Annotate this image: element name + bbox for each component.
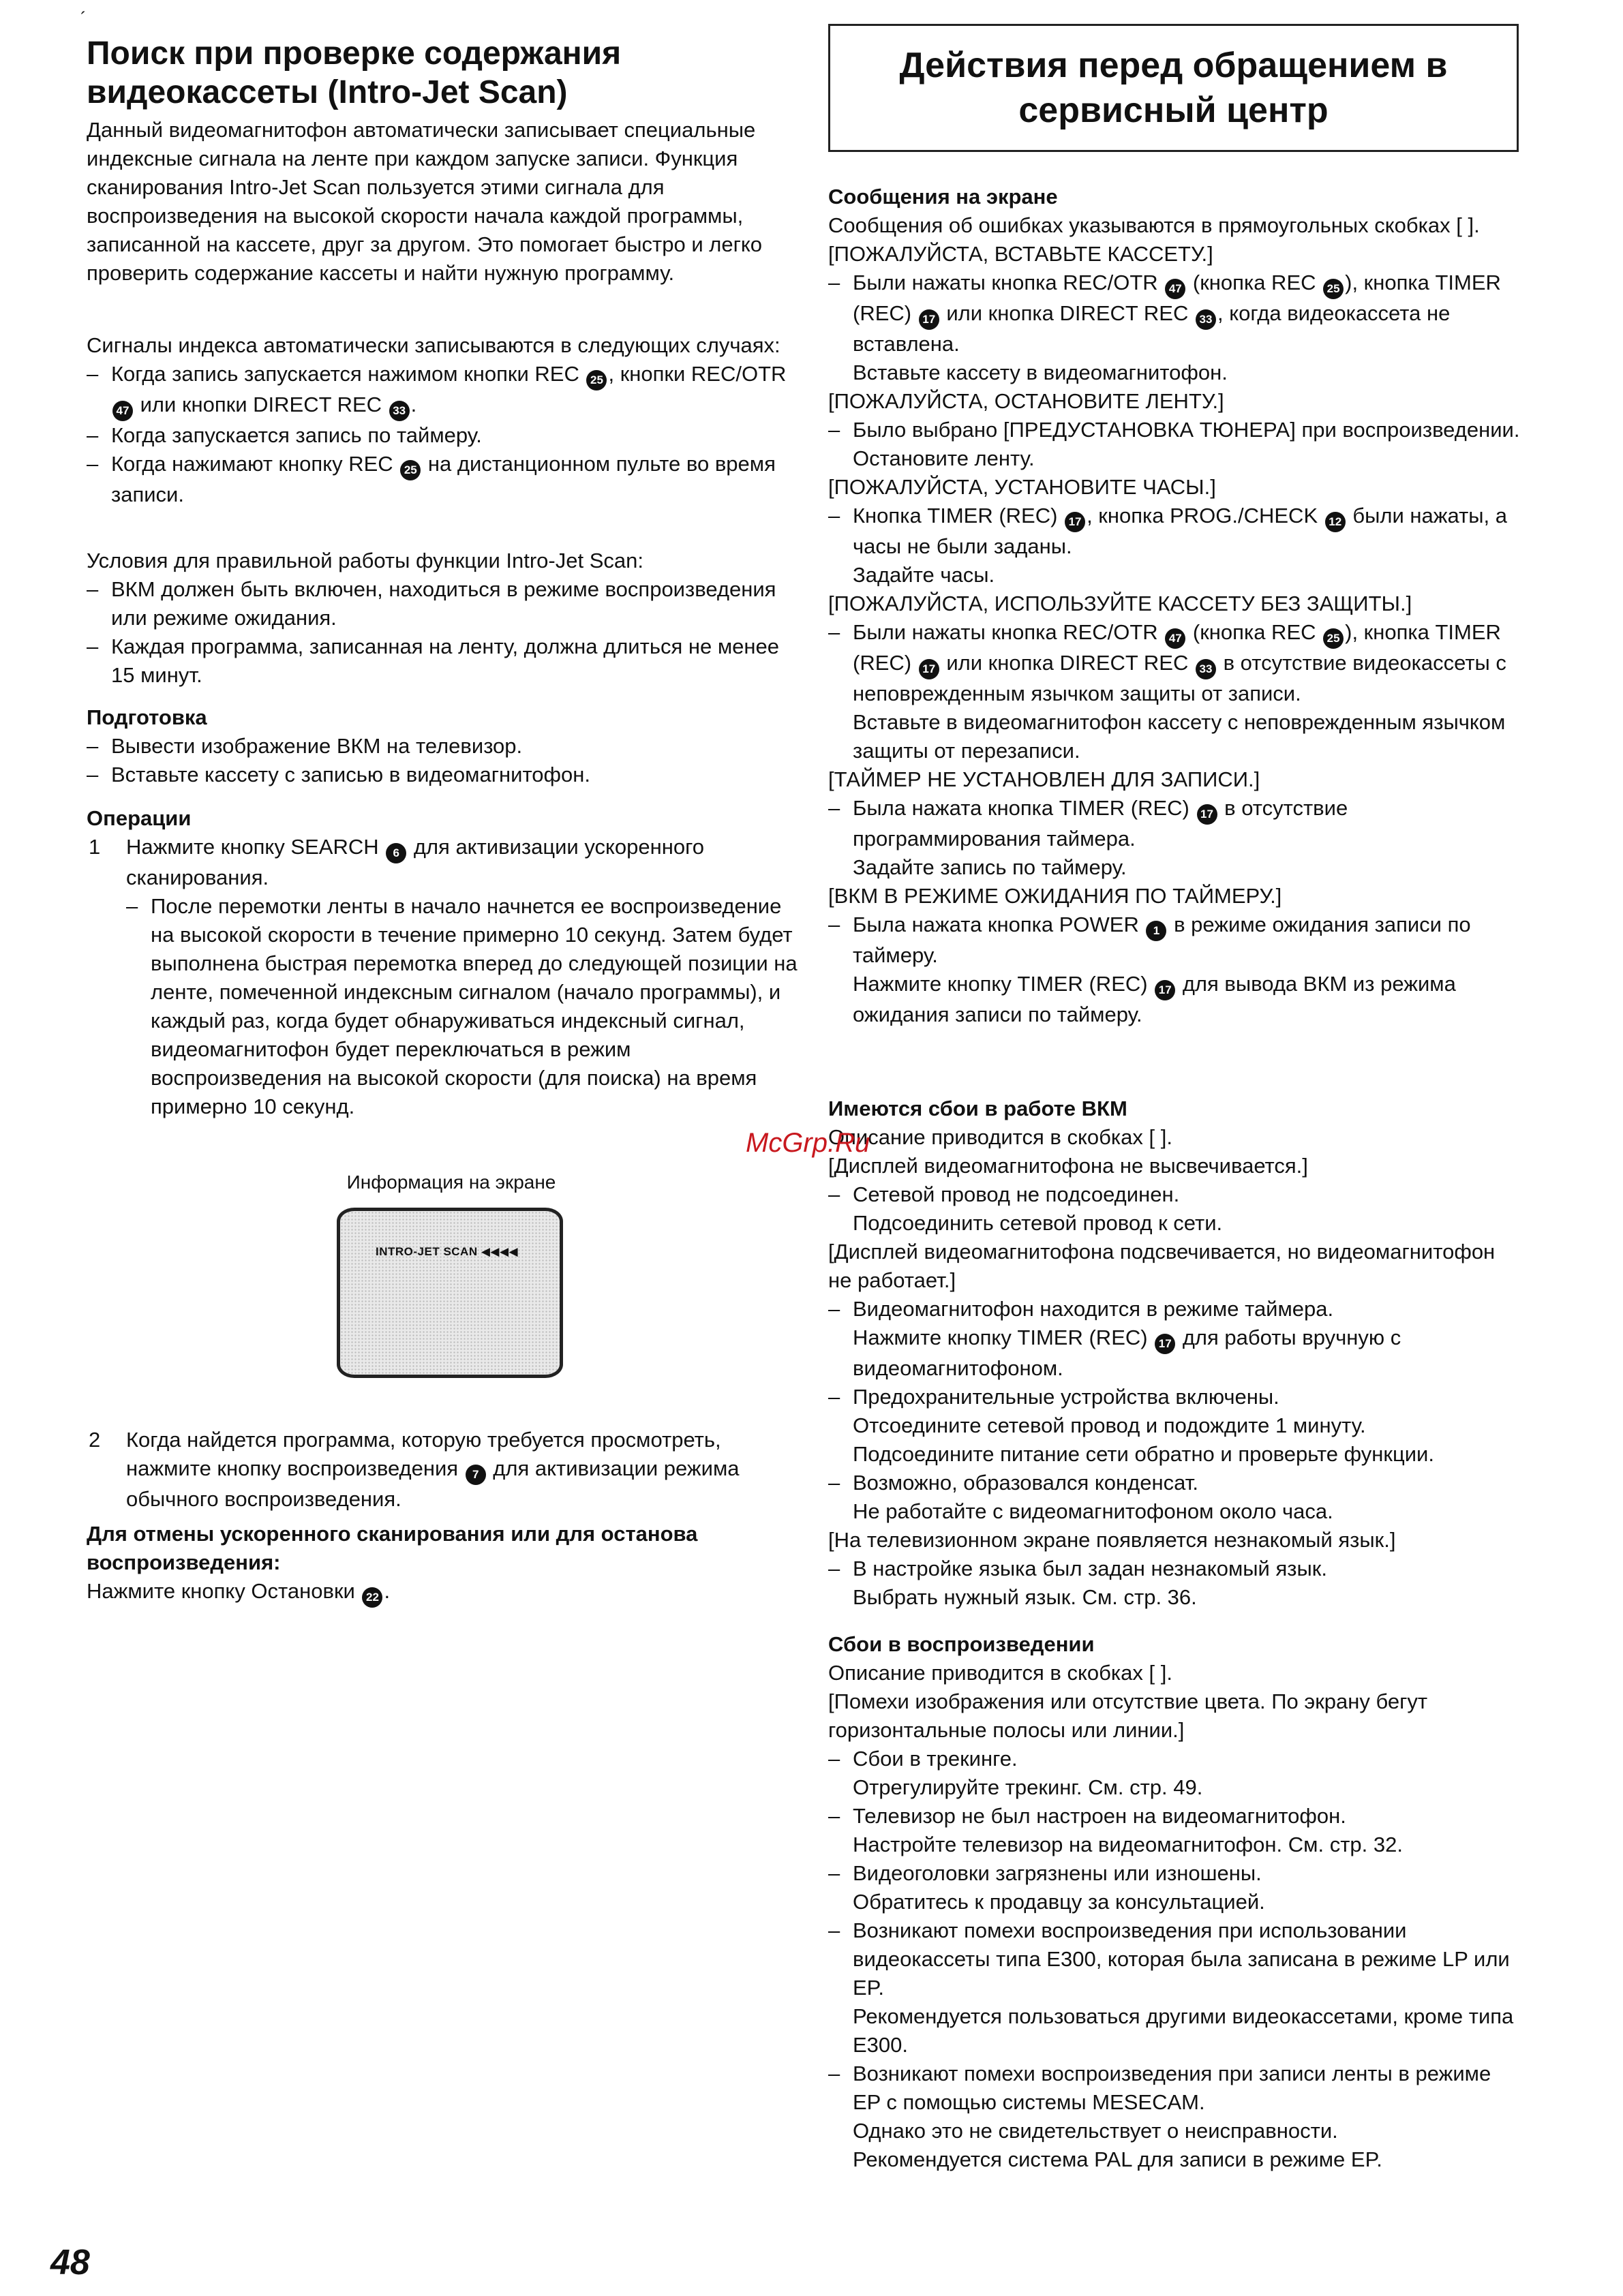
message-heading: [ВКМ В РЕЖИМЕ ОЖИДАНИЯ ПО ТАЙМЕРУ.] [828, 884, 1282, 908]
signals-intro: Сигналы индекса автоматически записываются в следующих случаях: [87, 333, 780, 357]
messages-section [828, 183, 1523, 1029]
button-ref-icon: 12 [1325, 512, 1346, 532]
screen-caption: Информация на экране [346, 1172, 556, 1193]
list-item: – Кнопка TIMER (REC) 17 , кнопка PROG./CHECK 12 были нажаты, а часы не были заданы. [828, 504, 1508, 558]
message-heading: [ТАЙМЕР НЕ УСТАНОВЛЕН ДЛЯ ЗАПИСИ.] [828, 767, 1260, 791]
power-button-ref-icon: 1 [1146, 921, 1166, 941]
list-item: – Когда нажимают кнопку REC 25 на дистанционном пульте во время записи. [87, 452, 776, 506]
remedy: Вставьте в видеомагнитофон кассету с неповрежденным язычком защиты от перезаписи. [853, 710, 1506, 763]
list-item: – Были нажаты кнопка REC/OTR 47 (кнопка REC 25 ), кнопка TIMER (REC) 17 или кнопка DIRECT REC 33 в отсутствие видеокассеты с неповрежденным язычком защиты от записи. [828, 620, 1506, 705]
playback-fault-heading: [Помехи изображения или отсутствие цвета. По экрану бегут горизонтальные полосы или линии.] [828, 1689, 1428, 1742]
playback-intro: Описание приводится в скобках [ ]. [828, 1661, 1172, 1685]
remedy: Не работайте с видеомагнитофоном около часа. [853, 1499, 1333, 1523]
button-ref-icon: 47 [1165, 279, 1185, 299]
list-item: – Телевизор не был настроен на видеомагнитофон. [828, 1804, 1346, 1828]
list-item: – Когда запускается запись по таймеру. [87, 423, 482, 447]
cancel-instruction: Нажмите кнопку Остановки 22 . [87, 1577, 800, 1608]
messages-intro: Сообщения об ошибках указываются в прямоугольных скобках [ ]. [828, 213, 1480, 237]
remedy: Рекомендуется система PAL для записи в режиме EP. [853, 2147, 1382, 2171]
list-item: – В настройке языка был задан незнакомый язык. [828, 1557, 1327, 1580]
remedy: Подсоединить сетевой провод к сети. [853, 1211, 1223, 1235]
fault-heading: [На телевизионном экране появляется незнакомый язык.] [828, 1528, 1396, 1552]
remedy: Вставьте кассету в видеомагнитофон. [853, 361, 1228, 384]
button-ref-icon: 17 [919, 659, 939, 679]
list-item: – ВКМ должен быть включен, находиться в режиме воспроизведения или режиме ожидания. [87, 577, 776, 630]
button-ref-icon: 17 [1155, 980, 1175, 1000]
list-item: – Видеомагнитофон находится в режиме таймера. [828, 1297, 1334, 1321]
fault-heading: [Дисплей видеомагнитофона не высвечивается.] [828, 1154, 1308, 1178]
operations-heading: Операции [87, 806, 192, 830]
button-ref-icon: 25 [586, 370, 607, 391]
button-ref-icon: 33 [1196, 659, 1216, 679]
conditions-intro: Условия для правильной работы функции Intro-Jet Scan: [87, 549, 643, 572]
step-2-section [87, 1426, 800, 1514]
remedy: Обратитесь к продавцу за консультацией. [853, 1890, 1265, 1914]
list-item: – Когда запись запускается нажимом кнопки REC 25 , кнопки REC/OTR 47 или кнопки DIRECT REC 33 . [87, 360, 800, 421]
fault-heading: [Дисплей видеомагнитофона подсвечивается, но видеомагнитофон не работает.] [828, 1240, 1496, 1292]
messages-heading: Сообщения на экране [828, 185, 1058, 209]
button-ref-icon: 33 [389, 401, 410, 421]
list-item: – Возникают помехи воспроизведения при использовании видеокассеты типа E300, которая была записана в режиме LP или EP. [828, 1918, 1510, 2000]
button-ref-icon: 17 [1155, 1334, 1175, 1354]
step-2: 2 Когда найдется программа, которую требуется просмотреть, нажмите кнопку воспроизведения 7 для активизации режима обычного воспроизведения. [89, 1428, 740, 1511]
faults-section [828, 1095, 1523, 1612]
right-title-box [828, 24, 1519, 152]
list-item: – Предохранительные устройства включены. [828, 1385, 1279, 1409]
remedy: Однако это не свидетельствует о неисправности. [853, 2119, 1338, 2143]
button-ref-icon: 25 [400, 460, 421, 480]
message-heading: [ПОЖАЛУЙСТА, ИСПОЛЬЗУЙТЕ КАССЕТУ БЕЗ ЗАЩИТЫ.] [828, 592, 1412, 615]
conditions-section [87, 547, 800, 690]
message-heading: [ПОЖАЛУЙСТА, ВСТАВЬТЕ КАССЕТУ.] [828, 242, 1213, 266]
remedy: Рекомендуется пользоваться другими видеокассетами, кроме типа E300. [853, 2004, 1514, 2057]
operations-section [87, 804, 800, 1121]
preparation-section [87, 703, 800, 789]
list-item: – Сбои в трекинге. [828, 1747, 1018, 1771]
watermark: McGrp.Ru [746, 1128, 870, 1158]
step-1: 1 Нажмите кнопку SEARCH 6 для активизации ускоренного сканирования. [89, 835, 704, 889]
list-item: – Вывести изображение ВКМ на телевизор. [87, 734, 523, 758]
cancel-section [87, 1520, 800, 1608]
list-item: – Видеоголовки загрязнены или изношены. [828, 1861, 1262, 1885]
list-item: – Было выбрано [ПРЕДУСТАНОВКА ТЮНЕРА] при воспроизведении. [828, 418, 1520, 442]
list-item: – Вставьте кассету с записью в видеомагнитофон. [87, 763, 591, 786]
remedy: Настройте телевизор на видеомагнитофон. См. стр. 32. [853, 1833, 1403, 1856]
intro-section [87, 116, 800, 288]
faults-heading: Имеются сбои в работе ВКМ [828, 1097, 1127, 1120]
intro-paragraph: Данный видеомагнитофон автоматически записывает специальные индексные сигнала на ленте при каждом запуске записи. Функция сканирования Intro-Jet Scan пользуется этими сигнала для воспроизведения на высокой скорости начала каждой программы, записанной на кассете, друг за другом. Это помогает быстро и легко проверить содержание кассеты и найти нужную программу. [87, 118, 763, 285]
tv-screen-illustration [337, 1208, 563, 1378]
list-item: – Сетевой провод не подсоединен. [828, 1182, 1180, 1206]
playback-heading: Сбои в воспроизведении [828, 1632, 1095, 1656]
list-item: – Была нажата кнопка TIMER (REC) 17 в отсутствие программирования таймера. [828, 796, 1348, 851]
button-ref-icon: 33 [1196, 309, 1216, 330]
remedy: Задайте запись по таймеру. [853, 855, 1127, 879]
button-ref-icon: 7 [466, 1465, 486, 1485]
button-ref-icon: 17 [1065, 512, 1085, 532]
remedy: Задайте часы. [853, 563, 995, 587]
preparation-heading: Подготовка [87, 705, 207, 729]
button-ref-icon: 17 [1197, 804, 1217, 825]
button-ref-icon: 25 [1323, 279, 1344, 299]
list-item: – Была нажата кнопка POWER 1 в режиме ожидания записи по таймеру. [828, 913, 1471, 967]
list-item: – Каждая программа, записанная на ленту, должна длиться не менее 15 минут. [87, 634, 779, 687]
faults-intro: Описание приводится в скобках [ ]. [828, 1125, 1172, 1149]
remedy: Выбрать нужный язык. См. стр. 36. [853, 1585, 1197, 1609]
right-title: Действия перед обращением в сервисный центр [899, 46, 1448, 130]
remedy: Нажмите кнопку TIMER (REC) 17 для работы вручную с видеомагнитофоном. [853, 1326, 1401, 1380]
playback-section [828, 1630, 1523, 2174]
message-heading: [ПОЖАЛУЙСТА, УСТАНОВИТЕ ЧАСЫ.] [828, 475, 1216, 499]
button-ref-icon: 17 [919, 309, 939, 330]
remedy: Подсоедините питание сети обратно и проверьте функции. [853, 1442, 1434, 1466]
remedy: Остановите ленту. [853, 446, 1035, 470]
left-title: Поиск при проверке содержания видеокассеты (Intro-Jet Scan) [87, 35, 622, 110]
button-ref-icon: 6 [386, 843, 406, 863]
message-heading: [ПОЖАЛУЙСТА, ОСТАНОВИТЕ ЛЕНТУ.] [828, 389, 1224, 413]
button-ref-icon: 25 [1323, 628, 1344, 649]
button-ref-icon: 47 [112, 401, 133, 421]
remedy: Отрегулируйте трекинг. См. стр. 49. [853, 1775, 1203, 1799]
page-number: 48 [50, 2243, 90, 2282]
screen-osd-text: INTRO-JET SCAN ◀◀◀◀ [376, 1245, 519, 1258]
signals-section [87, 331, 800, 509]
step-1-detail: – После перемотки ленты в начало начнется ее воспроизведение на высокой скорости в течение примерно 10 секунд. Затем будет выполнена быстрая перемотка вперед до следующей позиции на ленте, помеченной индексным сигналом (начало программы), и каждый раз, когда будет обнаруживаться индексный сигнал, видеомагнитофон будет переключаться в режим воспроизведения на высокой скорости (для поиска) на время примерно 10 секунд. [126, 894, 798, 1118]
button-ref-icon: 22 [362, 1587, 382, 1608]
list-item: – Возникают помехи воспроизведения при записи ленты в режиме EP с помощью системы MESECAM. [828, 2062, 1491, 2114]
remedy: Нажмите кнопку TIMER (REC) 17 для вывода ВКМ из режима ожидания записи по таймеру. [853, 972, 1456, 1026]
list-item: – Возможно, образовался конденсат. [828, 1471, 1199, 1495]
remedy: Отсоедините сетевой провод и подождите 1 минуту. [853, 1413, 1366, 1437]
button-ref-icon: 47 [1165, 628, 1185, 649]
corner-mark: ´ [80, 8, 87, 29]
cancel-heading: Для отмены ускоренного сканирования или для останова воспроизведения: [87, 1522, 698, 1574]
list-item: – Были нажаты кнопка REC/OTR 47 (кнопка REC 25 ), кнопка TIMER (REC) 17 или кнопка DIRECT REC 33 , когда видеокассета не вставлена. [828, 271, 1501, 356]
